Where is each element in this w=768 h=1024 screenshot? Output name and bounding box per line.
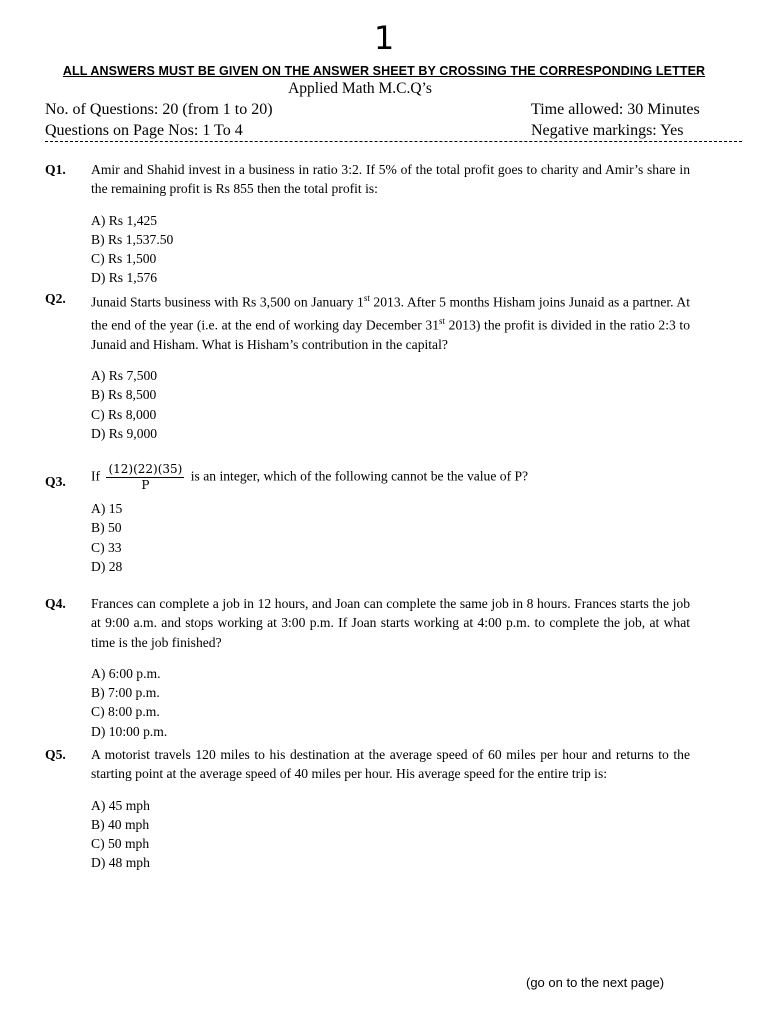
question-text: Frances can complete a job in 12 hours, and Joan can complete the same job in 8 hours. Frances starts the job at 9:00 a.m. and stops working at 3:00 p.m. If Joan starts working at 4:00 p.m. to complete the job, at what time is the job finished?: [91, 596, 690, 650]
option-d: D) Rs 9,000: [91, 425, 158, 441]
question-number: Q5.: [45, 747, 66, 762]
options-list: [91, 499, 690, 576]
option-b: B) 40 mph: [91, 816, 150, 832]
subject-title: Applied Math M.C.Q’s: [288, 80, 432, 97]
option-c: C) Rs 8,000: [91, 406, 157, 422]
option-a: A) Rs 1,425: [91, 212, 158, 228]
option-d: D) Rs 1,576: [91, 270, 158, 286]
option-b: B) Rs 1,537.50: [91, 231, 174, 247]
question-3: [45, 462, 690, 576]
option-c: C) 50 mph: [91, 836, 150, 852]
option-b: B) 7:00 p.m.: [91, 685, 160, 701]
question-number: Q2.: [45, 291, 66, 306]
question-text: A motorist travels 120 miles to his destination at the average speed of 60 miles per hour and returns to the starting point at the average speed of 40 miles per hour. His average speed for the entire trip is:: [91, 747, 690, 782]
question-text: If $\frac{(12)(22)(35)}{P}$ is an integer, which of the following cannot be the value of P?: [91, 462, 529, 492]
exam-info-left: [45, 99, 273, 141]
option-a: A) Rs 7,500: [91, 367, 158, 383]
option-b: B) Rs 8,500: [91, 387, 157, 403]
question-4: [45, 594, 690, 741]
question-5: [45, 745, 690, 873]
options-list: [91, 664, 690, 741]
fraction-expression: [106, 462, 184, 493]
num-questions: No. of Questions: 20 (from 1 to 20): [45, 101, 273, 118]
exam-info-right: [531, 99, 700, 141]
option-d: D) 28: [91, 558, 123, 574]
options-list: [91, 796, 690, 873]
question-text: Junaid Starts business with Rs 3,500 on January 1st 2013. After 5 months Hisham joins Junaid as a partner. At the end of the year (i.e. at the end of working day December 31st 2013) the profit is divided in the ratio 2:3 to Junaid and Hisham. What is Hisham’s contribution in the capital?: [91, 293, 690, 352]
negative-marking: Negative markings: Yes: [531, 122, 684, 139]
option-d: D) 10:00 p.m.: [91, 723, 168, 739]
dashed-divider: [45, 141, 742, 142]
next-page-note: (go on to the next page): [526, 975, 665, 990]
option-d: D) 48 mph: [91, 855, 150, 871]
options-list: [91, 366, 690, 443]
question-1: [45, 160, 690, 288]
option-a: A) 6:00 p.m.: [91, 665, 161, 681]
question-number: Q1.: [45, 162, 66, 177]
option-b: B) 50: [91, 520, 122, 536]
answer-instruction: ALL ANSWERS MUST BE GIVEN ON THE ANSWER SHEET BY CROSSING THE CORRESPONDING LETTER: [62, 64, 706, 78]
option-a: A) 15: [91, 501, 123, 516]
option-a: A) 45 mph: [91, 797, 150, 813]
option-c: C) Rs 1,500: [91, 251, 157, 267]
option-c: C) 8:00 p.m.: [91, 704, 160, 720]
time-allowed: Time allowed: 30 Minutes: [531, 101, 700, 118]
page-range: Questions on Page Nos: 1 To 4: [45, 122, 243, 139]
page-number: 1: [373, 19, 395, 57]
fraction-denominator: P: [141, 478, 150, 492]
question-text: Amir and Shahid invest in a business in ratio 3:2. If 5% of the total profit goes to charity and Amir’s share in the remaining profit is Rs 855 then the total profit is:: [91, 162, 690, 197]
option-c: C) 33: [91, 539, 122, 555]
options-list: [91, 211, 690, 288]
fraction-numerator: (12)(22)(35): [108, 462, 183, 476]
question-number: Q3.: [45, 474, 66, 489]
question-2: [45, 289, 690, 443]
question-number: Q4.: [45, 596, 66, 611]
